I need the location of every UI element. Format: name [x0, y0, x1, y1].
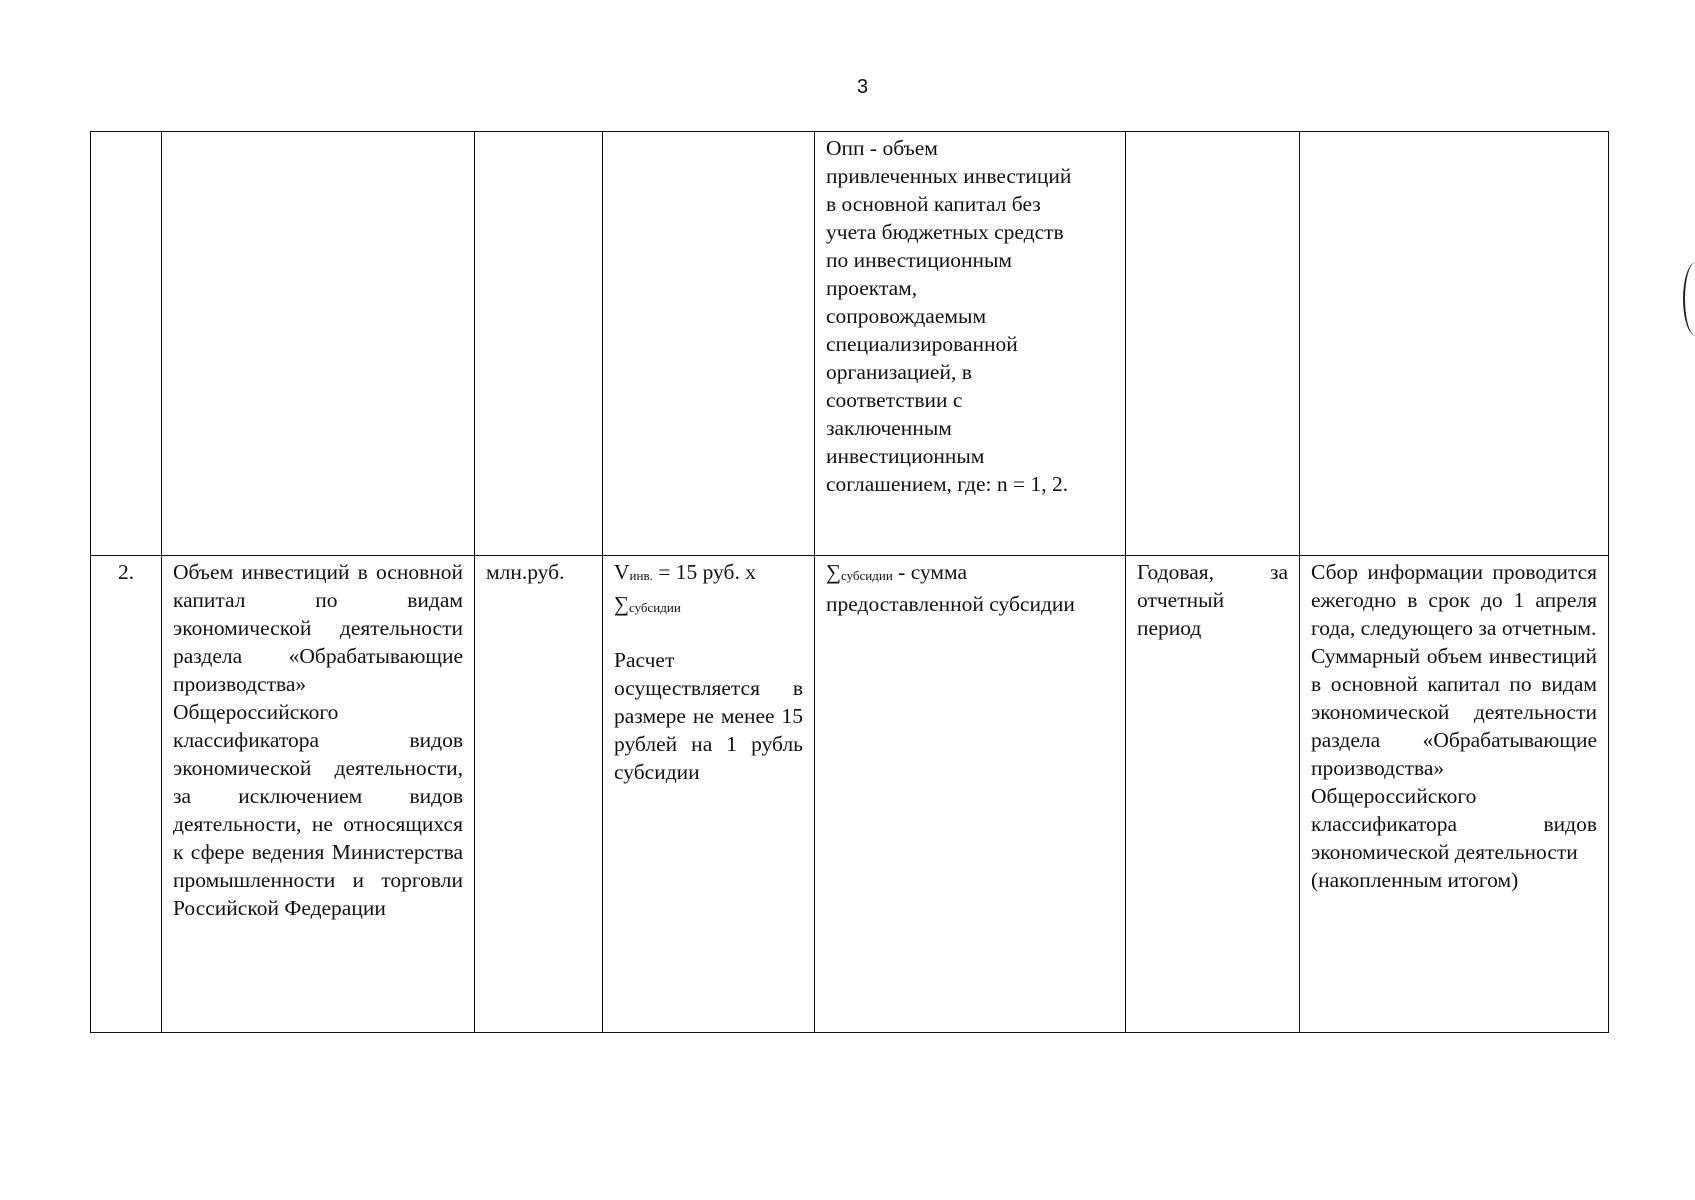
collection-method-part: (накопленным итогом): [1311, 868, 1519, 892]
description-line: заключенным: [826, 416, 952, 440]
table-row-indicator-2: [91, 556, 1609, 1033]
cell-number-empty: [91, 132, 162, 556]
collection-method-part: Суммарный объем инвестиций в основной капитал по видам экономической деятельности раздела «Обрабатывающие производства» Общероссийского классификатора видов экономической деятельности: [1311, 644, 1597, 864]
variable-text: - сумма предоставленной субсидии: [826, 560, 1075, 616]
sum-symbol: ∑: [614, 592, 629, 616]
description-line: соответствии с: [826, 388, 963, 412]
variable-sum-subscript: субсидии: [840, 568, 893, 583]
spacer: [614, 622, 803, 646]
calculation-note: Расчет осуществляется в размере не менее 15 рублей на 1 рубль субсидии: [614, 648, 803, 784]
cell-indicator-empty: [162, 132, 475, 556]
indicator-table: [90, 131, 1609, 1033]
cell-periodicity-empty: [1126, 132, 1300, 556]
variable-sum-symbol: ∑: [826, 560, 841, 584]
formula-rest: = 15 руб. x: [652, 560, 756, 584]
description-line: в основной капитал без: [826, 192, 1041, 216]
page-number: 3: [856, 76, 869, 98]
description-line: соглашением, где: n = 1, 2.: [826, 472, 1069, 496]
collection-method: [1300, 556, 1609, 1033]
sum-subscript: субсидии: [628, 600, 681, 615]
description-line: организацией, в: [826, 360, 972, 384]
description-line: проектам,: [826, 276, 918, 300]
formula: [614, 558, 803, 590]
formula-v: V: [614, 560, 630, 584]
description-line: инвестиционным: [826, 444, 985, 468]
description-line: сопровождаемым: [826, 304, 987, 328]
indicator-name: Объем инвестиций в основной капитал по видам экономической деятельности раздела «Обрабатывающие производства» Общероссийского классификатора видов экономической деятельности, за исключением видов деятельности, не относящихся к сфере ведения Министерства промышленности и торговли Российской Федерации: [162, 556, 475, 1033]
formula-v-subscript: инв.: [629, 568, 653, 583]
scan-edge-mark: [1683, 262, 1695, 336]
collection-method-part: Сбор информации проводится ежегодно в срок до 1 апреля года, следующего за отчетным.: [1311, 560, 1597, 640]
row-number: 2.: [91, 556, 162, 1033]
cell-method-empty: [1300, 132, 1609, 556]
formula-cell: [603, 556, 815, 1033]
table-row-continued: [91, 132, 1609, 556]
unit-of-measure: млн.руб.: [475, 556, 603, 1033]
description-line: привлеченных инвестиций: [826, 164, 1072, 188]
formula-sum: [614, 590, 803, 622]
description-line: по инвестиционным: [826, 248, 1013, 272]
periodicity: Годовая, за отчетный период: [1126, 556, 1300, 1033]
cell-formula-empty: [603, 132, 815, 556]
description-line: Опп - объем: [826, 136, 938, 160]
description-line: учета бюджетных средств: [826, 220, 1064, 244]
description-line: специализированной: [826, 332, 1018, 356]
cell-description-opp: [815, 132, 1126, 556]
variable-description: [815, 556, 1126, 1033]
cell-unit-empty: [475, 132, 603, 556]
